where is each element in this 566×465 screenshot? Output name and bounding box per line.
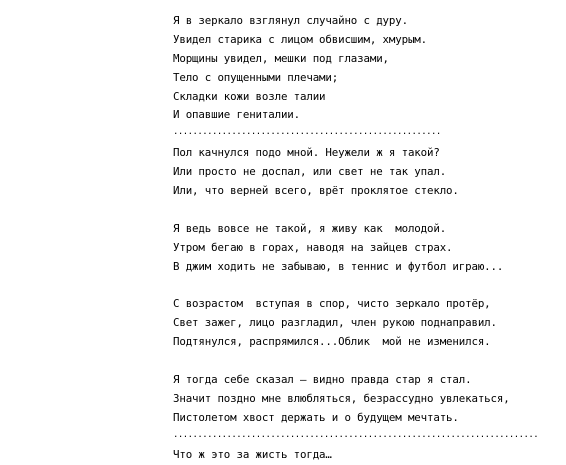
poem-text	[173, 12, 553, 465]
poem-line: Значит поздно мне влюбляться, безрассудно увлекаться,	[173, 391, 510, 405]
poem-line: В джим ходить не забываю, в теннис и футбол играю...	[173, 259, 504, 273]
poem-line: Или, что верней всего, врёт проклятое стекло.	[173, 184, 459, 198]
dotted-separator: .......................................................	[173, 127, 441, 138]
poem-line: Пистолетом хвост держать и о будущем мечтать.	[173, 410, 459, 424]
poem-line: Я в зеркало взглянул случайно с дуру.	[173, 14, 408, 27]
poem-line: Подтянулся, распрямился...Облик мой не изменился.	[173, 335, 491, 349]
poem-line: И опавшие гениталии.	[173, 108, 301, 122]
poem-line: Или просто не доспал, или свет не так упал.	[173, 165, 447, 179]
closing-line: Что ж это за жисть тогда…	[173, 448, 332, 462]
poem-line: Я ведь вовсе не такой, я живу как молодой.	[173, 221, 447, 235]
poem-line: Утром бегаю в горах, наводя на зайцев страх.	[173, 240, 453, 254]
poem-line: Увидел старика с лицом обвисшим, хмурым.	[173, 32, 428, 46]
stanza-gap	[173, 352, 553, 371]
stanza-gap	[173, 201, 553, 220]
poem-line: Свет зажег, лицо разгладил, член рукою поднаправил.	[173, 316, 497, 330]
stanza-gap	[173, 276, 553, 295]
poem-line: Складки кожи возле талии	[173, 89, 326, 103]
poem-line: Тело с опущенными плечами;	[173, 70, 339, 84]
poem-line: Морщины увидел, мешки под глазами,	[173, 51, 389, 65]
poem-line: С возрастом вступая в спор, чисто зеркало протёр,	[173, 297, 491, 311]
poem-line: Пол качнулся подо мной. Неужели ж я такой?	[173, 146, 440, 160]
dotted-separator: ...........................................................................	[173, 429, 539, 440]
poem-line: Я тогда себе сказал – видно правда стар я стал.	[173, 372, 472, 386]
